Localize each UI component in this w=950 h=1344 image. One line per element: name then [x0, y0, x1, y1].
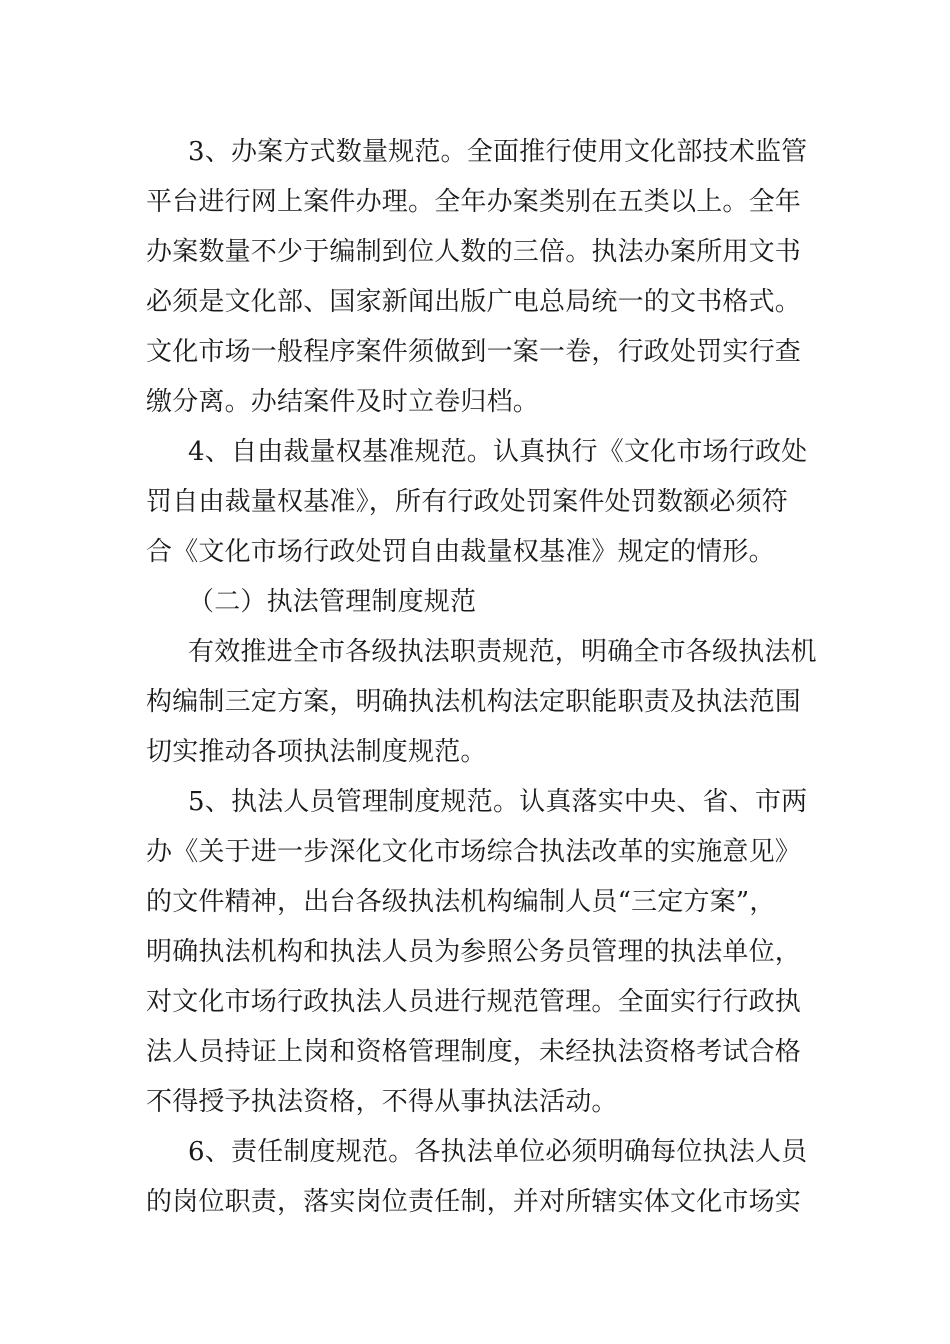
text-line: 缴分离。办结案件及时立卷归档。 — [146, 387, 540, 417]
text-line: 6、责任制度规范。各执法单位必须明确每位执法人员 — [188, 1137, 808, 1167]
text-line: 不得授予执法资格，不得从事执法活动。 — [146, 1087, 618, 1117]
text-line: 4、自由裁量权基准规范。认真执行《文化市场行政处 — [188, 437, 808, 467]
text-line: 对文化市场行政执法人员进行规范管理。全面实行行政执 — [146, 987, 802, 1017]
text-line: 构编制三定方案，明确执法机构法定职能职责及执法范围 — [146, 687, 802, 717]
text-line: 的岗位职责，落实岗位责任制，并对所辖实体文化市场实 — [146, 1187, 802, 1217]
text-line: 有效推进全市各级执法职责规范，明确全市各级执法机 — [188, 637, 817, 667]
text-line: 办《关于进一步深化文化市场综合执法改革的实施意见》 — [146, 837, 802, 867]
text-line: 的文件精神，出台各级执法机构编制人员“三定方案”， — [146, 887, 776, 917]
text-line: 3、办案方式数量规范。全面推行使用文化部技术监管 — [188, 137, 808, 167]
text-line: 切实推动各项执法制度规范。 — [146, 737, 487, 767]
text-line: 法人员持证上岗和资格管理制度，未经执法资格考试合格 — [146, 1037, 802, 1067]
text-line: 5、执法人员管理制度规范。认真落实中央、省、市两 — [188, 787, 808, 817]
section-heading: （二）执法管理制度规范 — [188, 587, 477, 617]
text-line: 罚自由裁量权基准》，所有行政处罚案件处罚数额必须符 — [146, 487, 789, 517]
text-line: 办案数量不少于编制到位人数的三倍。执法办案所用文书 — [146, 237, 802, 267]
text-line: 合《文化市场行政处罚自由裁量权基准》规定的情形。 — [146, 537, 775, 567]
text-line: 平台进行网上案件办理。全年办案类别在五类以上。全年 — [146, 187, 802, 217]
text-line: 必须是文化部、国家新闻出版广电总局统一的文书格式。 — [146, 287, 802, 317]
text-line: 明确执法机构和执法人员为参照公务员管理的执法单位， — [146, 937, 802, 967]
text-line: 文化市场一般程序案件须做到一案一卷，行政处罚实行查 — [146, 337, 802, 367]
